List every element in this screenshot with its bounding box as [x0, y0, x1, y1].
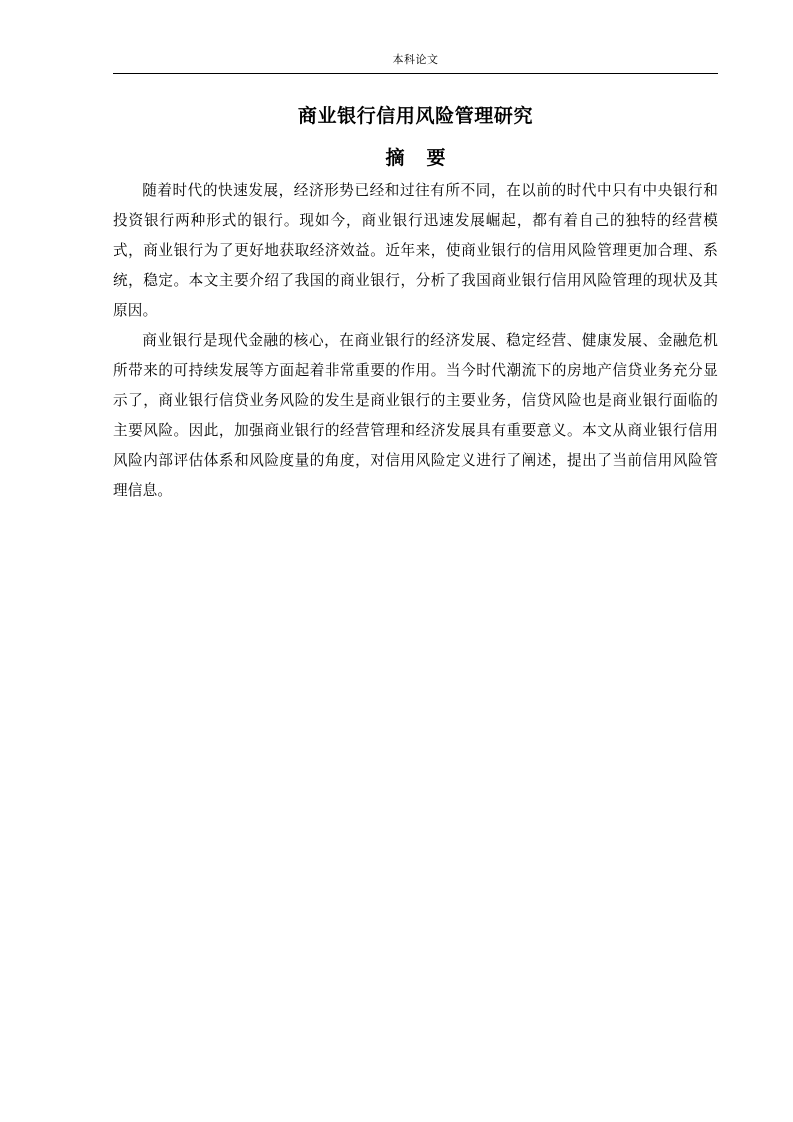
- abstract-paragraph-1: 随着时代的快速发展，经济形势已经和过往有所不同，在以前的时代中只有中央银行和投资银行两种形式的银行。现如今，商业银行迅速发展崛起，都有着自己的独特的经营模式，商业银行为了更好地获取经济效益。近年来，使商业银行的信用风险管理更加合理、系统，稳定。本文主要介绍了我国的商业银行，分析了我国商业银行信用风险管理的现状及其原因。: [113, 182, 718, 319]
- abstract-paragraph-2: 商业银行是现代金融的核心，在商业银行的经济发展、稳定经营、健康发展、金融危机所带来的可持续发展等方面起着非常重要的作用。当今时代潮流下的房地产信贷业务充分显示了，商业银行信贷业务风险的发生是商业银行的主要业务，信贷风险也是商业银行面临的主要风险。因此，加强商业银行的经营管理和经济发展具有重要意义。本文从商业银行信用风险内部评估体系和风险度量的角度，对信用风险定义进行了阐述，提出了当前信用风险管理信息。: [113, 332, 718, 499]
- abstract-heading-char-2: 要: [426, 147, 446, 169]
- abstract-body: [113, 176, 718, 506]
- abstract-heading-char-1: 摘: [385, 147, 405, 169]
- running-header: 本科论文: [392, 53, 439, 66]
- abstract-heading: [113, 144, 718, 172]
- paper-title: 商业银行信用风险管理研究: [297, 105, 534, 127]
- header-divider: [113, 73, 718, 74]
